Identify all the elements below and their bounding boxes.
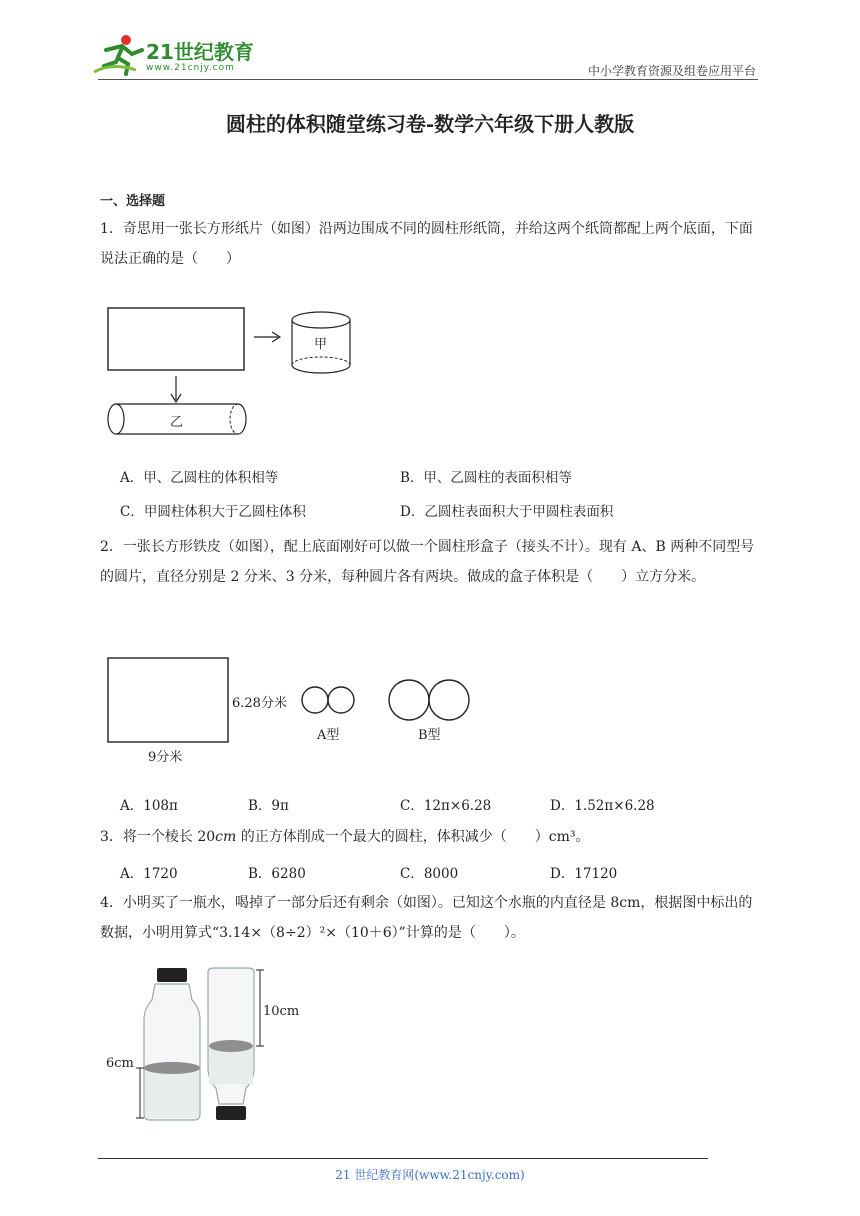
question-1-text: 1．奇思用一张长方形纸片（如图）沿两边围成不同的圆柱形纸筒，并给这两个纸筒都配上两个底面，下面说法正确的是（ ）	[100, 221, 753, 267]
section-heading: 一、选择题	[100, 194, 166, 209]
disc-type-a-label: A型	[317, 728, 340, 743]
q3-option-d[interactable]: D．17120	[550, 866, 618, 882]
question-1-figure	[100, 300, 370, 445]
header-divider	[98, 79, 758, 80]
page-title: 圆柱的体积随堂练习卷-数学六年级下册人教版	[225, 112, 635, 136]
q1-option-b[interactable]: B．甲、乙圆柱的表面积相等	[400, 470, 572, 486]
footer-link[interactable]: 21 世纪教育网(www.21cnjy.com)	[335, 1168, 525, 1182]
logo-url: www.21cnjy.com	[146, 63, 235, 73]
q2-option-d[interactable]: D．1.52π×6.28	[550, 798, 655, 814]
unit-cm: cm	[215, 829, 237, 845]
q3-option-a[interactable]: A．1720	[120, 866, 178, 882]
sheet-width-label: 9分米	[148, 750, 183, 765]
bottle-water-height-label: 6cm	[106, 1056, 134, 1071]
runner-logo-icon	[92, 32, 148, 76]
sheet-height-label: 6.28分米	[232, 696, 287, 711]
q3-option-c[interactable]: C．8000	[400, 866, 459, 882]
q2-option-b[interactable]: B．9π	[248, 798, 289, 814]
q1-option-d[interactable]: D．乙圆柱表面积大于甲圆柱表面积	[400, 504, 614, 520]
cylinder-a-label: 甲	[314, 337, 328, 352]
logo-text: 21世纪教育	[146, 40, 254, 64]
q2-option-c[interactable]: C．12π×6.28	[400, 798, 492, 814]
q1-option-c[interactable]: C．甲圆柱体积大于乙圆柱体积	[120, 504, 306, 520]
question-3-text: 3．将一个棱长 20cm 的正方体削成一个最大的圆柱，体积减少（ ）cm³。	[100, 829, 590, 845]
bottle-empty-height-label: 10cm	[263, 1004, 300, 1019]
q1-option-a[interactable]: A．甲、乙圆柱的体积相等	[120, 470, 279, 486]
footer-divider	[98, 1158, 708, 1159]
cylinder-b-label: 乙	[170, 415, 184, 430]
question-4-text: 4．小明买了一瓶水，喝掉了一部分后还有剩余（如图）。已知这个水瓶的内直径是 8cm，根据图中标出的数据，小明用算式“3.14×（8÷2）²×（10＋6）”计算的是（ ）。	[100, 895, 753, 941]
q3-option-b[interactable]: B．6280	[248, 866, 306, 882]
question-4-figure	[100, 964, 310, 1126]
question-2-text: 2．一张长方形铁皮（如图），配上底面刚好可以做一个圆柱形盒子（接头不计）。现有 A、B 两种不同型号的圆片，直径分别是 2 分米、3 分米，每种圆片各有两块。做成的盒子体积是（ ）立方分米。	[100, 539, 755, 585]
q2-option-a[interactable]: A．108π	[120, 798, 178, 814]
header-platform-text: 中小学教育资源及组卷应用平台	[587, 64, 756, 78]
disc-type-b-label: B型	[418, 728, 441, 743]
